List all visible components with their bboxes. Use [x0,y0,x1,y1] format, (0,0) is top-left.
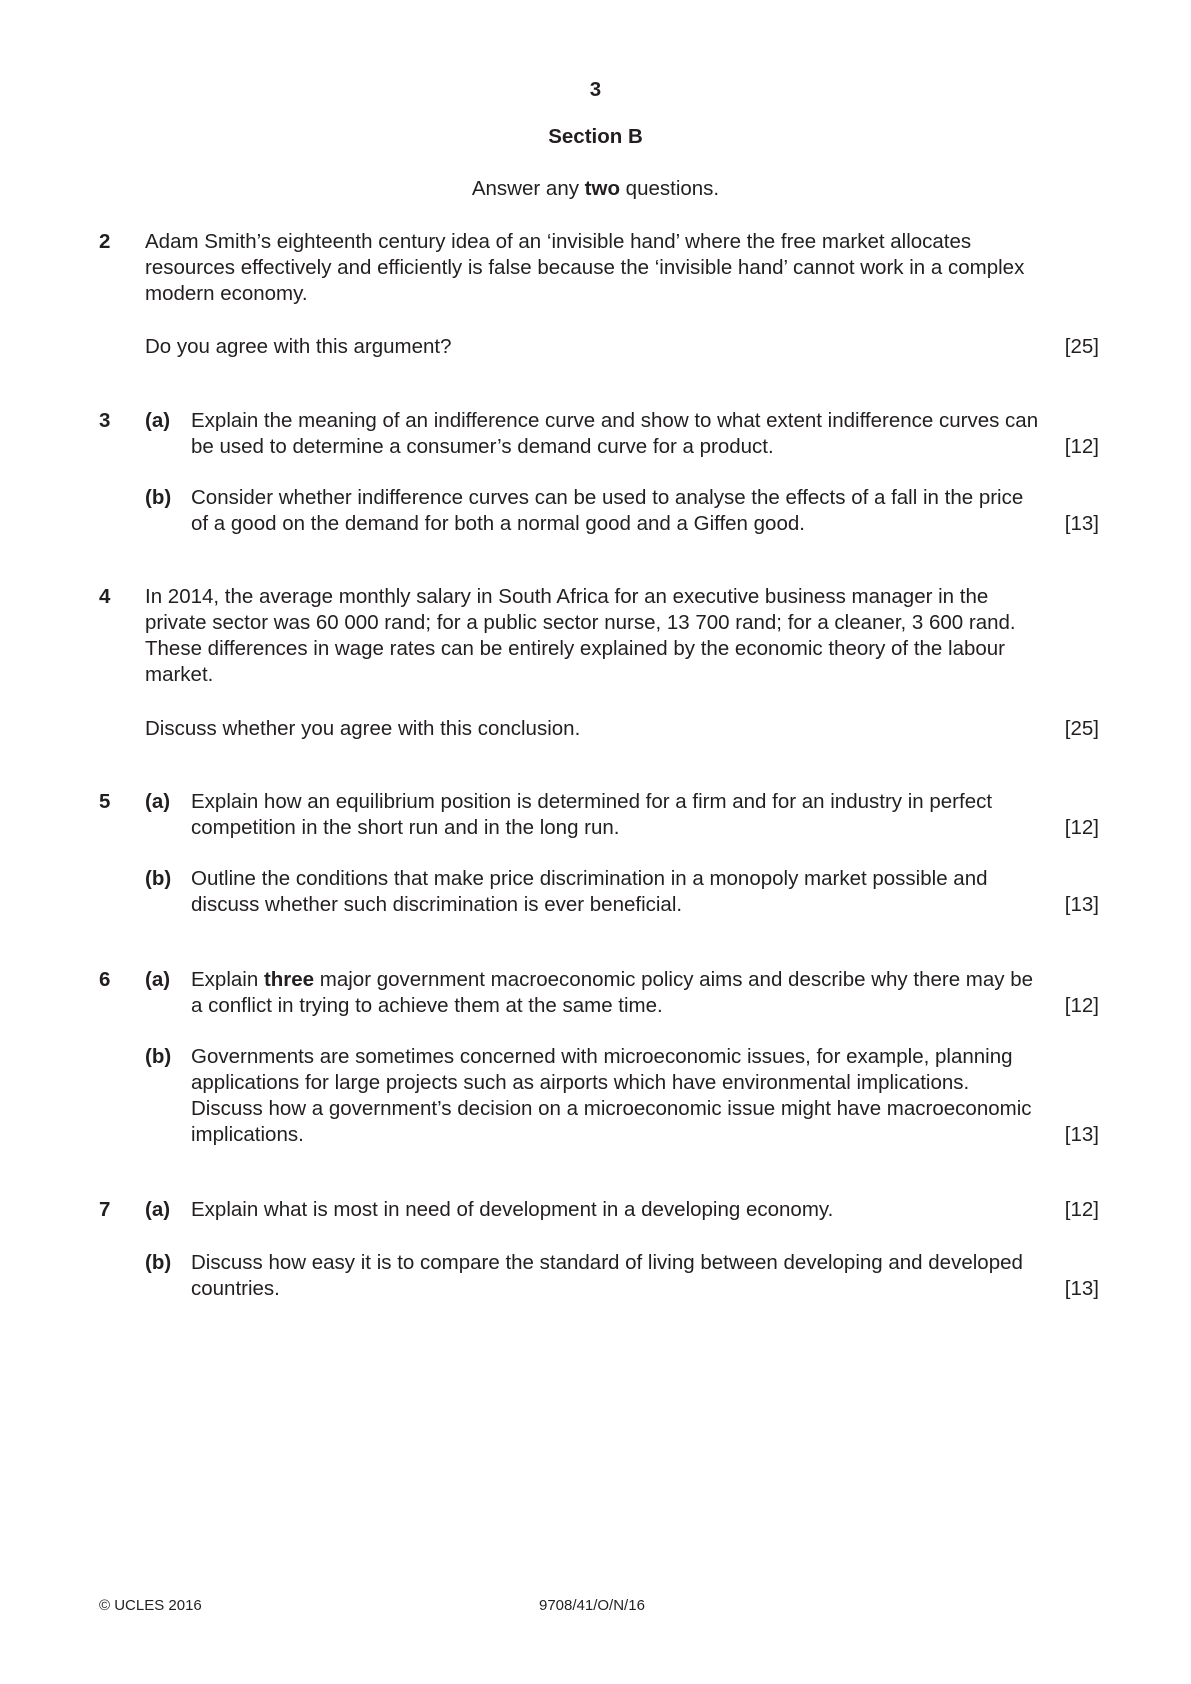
section-title: Section B [548,125,643,148]
part-label: (a) [145,409,171,432]
part-label: (b) [145,1251,172,1274]
question-7a-text: [12] Explain what is most in need of development in a developing economy. [191,1198,1099,1221]
section-instruction: Answer any two questions. [471,177,720,200]
marks: [25] [1064,335,1099,358]
page-number: 3 [589,78,602,101]
question-3a-text: Explain the meaning of an indifference curve and show to what extent indifference curves can [12] be used to determine a consumer’s demand curve for a product. [191,409,1099,458]
marks: [12] [1064,816,1099,839]
part-label: (b) [145,1045,172,1068]
part-label: (b) [145,867,172,890]
question-number-2: 2 [99,230,111,253]
question-4-stem: In 2014, the average monthly salary in South Africa for an executive business manager in the private sector was 60 000 rand; for a public sector nurse, 13 700 rand; for a cleaner, 3 600 rand. These differences in wage rates can be entirely explained by the economic theory of the labour market. [145,585,1016,686]
part-label: (a) [145,790,171,813]
marks: [25] [1064,717,1099,740]
question-2-stem: Adam Smith’s eighteenth century idea of an ‘invisible hand’ where the free market allocates resources effectively and efficiently is false because the ‘invisible hand’ cannot work in a complex modern economy. [145,230,1025,305]
part-label: (a) [145,968,171,991]
question-3b-text: Consider whether indifference curves can be used to analyse the effects of a fall in the price [13] of a good on the demand for both a normal good and a Giffen good. [191,486,1099,535]
marks: [13] [1064,1277,1099,1300]
marks: [13] [1064,893,1099,916]
question-5a-text: Explain how an equilibrium position is determined for a firm and for an industry in perfect [12] competition in the short run and in the long run. [191,790,1099,839]
question-4-prompt: [25] Discuss whether you agree with this conclusion. [145,717,1099,740]
footer-paper-code: 9708/41/O/N/16 [539,1597,645,1614]
question-number-6: 6 [99,968,111,991]
question-7b-text: Discuss how easy it is to compare the standard of living between developing and developed [13] countries. [191,1251,1099,1300]
question-2-prompt: [25] Do you agree with this argument? [145,335,1099,358]
part-label: (a) [145,1198,171,1221]
marks: [13] [1064,1123,1099,1146]
question-number-5: 5 [99,790,111,813]
marks: [12] [1064,1198,1099,1221]
question-number-4: 4 [99,585,111,608]
question-6b-text: Governments are sometimes concerned with microeconomic issues, for example, planning applications for large projects such as airports which have environmental implications. Discuss how a government’s decision on a microeconomic issue might have macroeconomic [13] implications. [191,1045,1099,1146]
footer-copyright: © UCLES 2016 [99,1597,202,1614]
marks: [12] [1064,994,1099,1017]
question-number-3: 3 [99,409,111,432]
question-5b-text: Outline the conditions that make price discrimination in a monopoly market possible and [13] discuss whether such discrimination is ever beneficial. [191,867,1099,916]
question-6a-text: Explain three major government macroeconomic policy aims and describe why there may be [12] a conflict in trying to achieve them at the same time. [191,968,1099,1017]
marks: [13] [1064,512,1099,535]
question-number-7: 7 [99,1198,111,1221]
marks: [12] [1064,435,1099,458]
part-label: (b) [145,486,172,509]
